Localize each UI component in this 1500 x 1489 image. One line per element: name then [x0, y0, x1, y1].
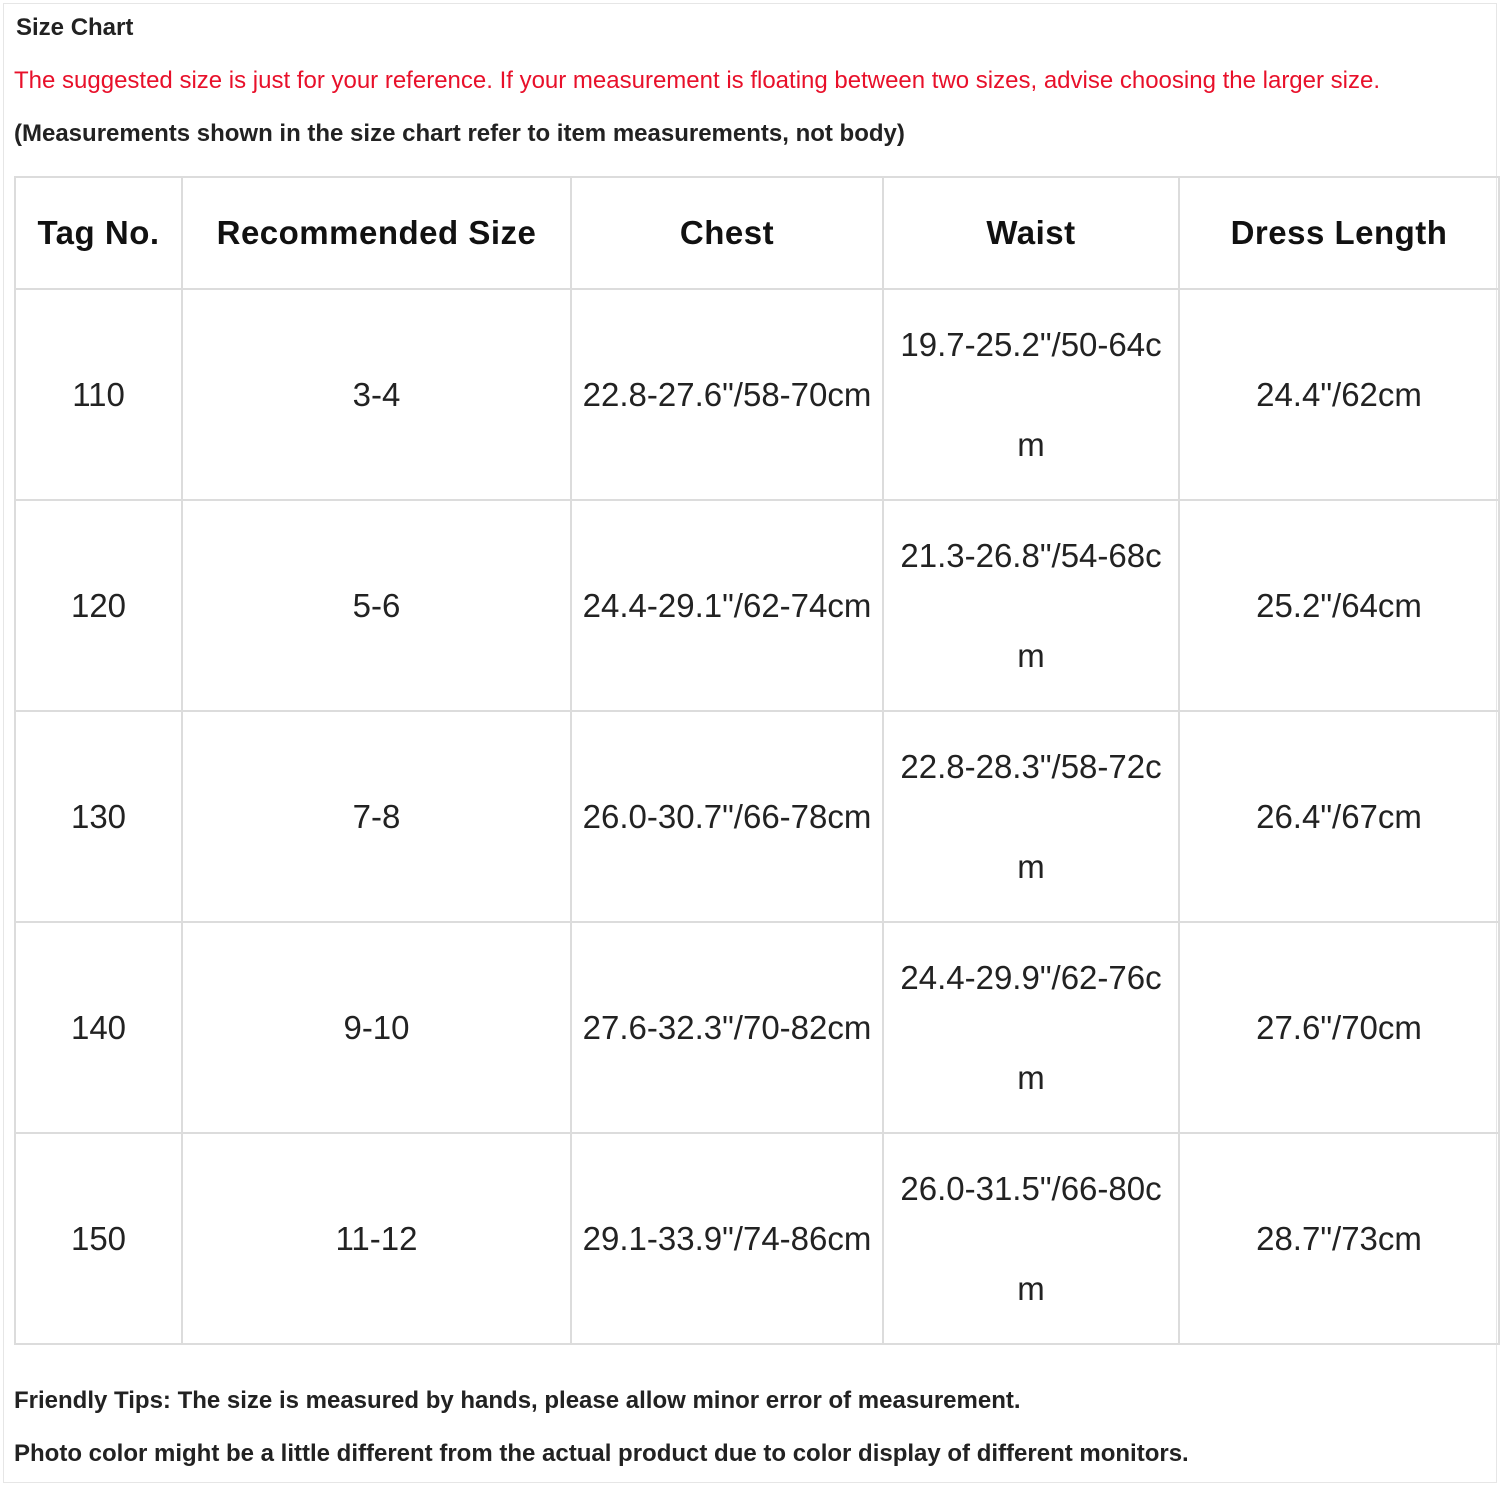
cell-chest: 27.6-32.3"/70-82cm [571, 922, 883, 1133]
cell-chest: 29.1-33.9"/74-86cm [571, 1133, 883, 1344]
table-row [15, 500, 1499, 711]
table-row [15, 1133, 1499, 1344]
cell-recommended-size: 11-12 [182, 1133, 571, 1344]
table-row [15, 289, 1499, 500]
page-title: Size Chart [16, 14, 134, 41]
cell-waist: 21.3-26.8"/54-68cm [883, 500, 1179, 711]
friendly-tip: Friendly Tips: The size is measured by hands, please allow minor error of measurement. [14, 1387, 1021, 1414]
size-chart-table [14, 176, 1500, 1345]
cell-waist: 26.0-31.5"/66-80cm [883, 1133, 1179, 1344]
photo-color-note: Photo color might be a little different from the actual product due to color display of different monitors. [14, 1440, 1189, 1467]
cell-waist: 19.7-25.2"/50-64cm [883, 289, 1179, 500]
cell-dress-length: 26.4"/67cm [1179, 711, 1499, 922]
header-tag-no: Tag No. [15, 177, 182, 289]
cell-tag-no: 120 [15, 500, 182, 711]
table-row [15, 711, 1499, 922]
cell-waist: 24.4-29.9"/62-76cm [883, 922, 1179, 1133]
cell-recommended-size: 5-6 [182, 500, 571, 711]
measurement-note: (Measurements shown in the size chart refer to item measurements, not body) [14, 120, 905, 147]
header-dress-length: Dress Length [1179, 177, 1499, 289]
cell-tag-no: 150 [15, 1133, 182, 1344]
cell-chest: 26.0-30.7"/66-78cm [571, 711, 883, 922]
cell-tag-no: 140 [15, 922, 182, 1133]
cell-recommended-size: 9-10 [182, 922, 571, 1133]
table-header-row [15, 177, 1499, 289]
cell-dress-length: 24.4"/62cm [1179, 289, 1499, 500]
cell-recommended-size: 7-8 [182, 711, 571, 922]
size-advice-notice: The suggested size is just for your reference. If your measurement is floating between two sizes, advise choosing the larger size. [14, 67, 1381, 94]
table-row [15, 922, 1499, 1133]
cell-dress-length: 25.2"/64cm [1179, 500, 1499, 711]
header-waist: Waist [883, 177, 1179, 289]
cell-waist: 22.8-28.3"/58-72cm [883, 711, 1179, 922]
cell-dress-length: 28.7"/73cm [1179, 1133, 1499, 1344]
cell-tag-no: 130 [15, 711, 182, 922]
cell-recommended-size: 3-4 [182, 289, 571, 500]
cell-dress-length: 27.6"/70cm [1179, 922, 1499, 1133]
cell-chest: 22.8-27.6"/58-70cm [571, 289, 883, 500]
cell-chest: 24.4-29.1"/62-74cm [571, 500, 883, 711]
cell-tag-no: 110 [15, 289, 182, 500]
header-recommended-size: Recommended Size [182, 177, 571, 289]
header-chest: Chest [571, 177, 883, 289]
